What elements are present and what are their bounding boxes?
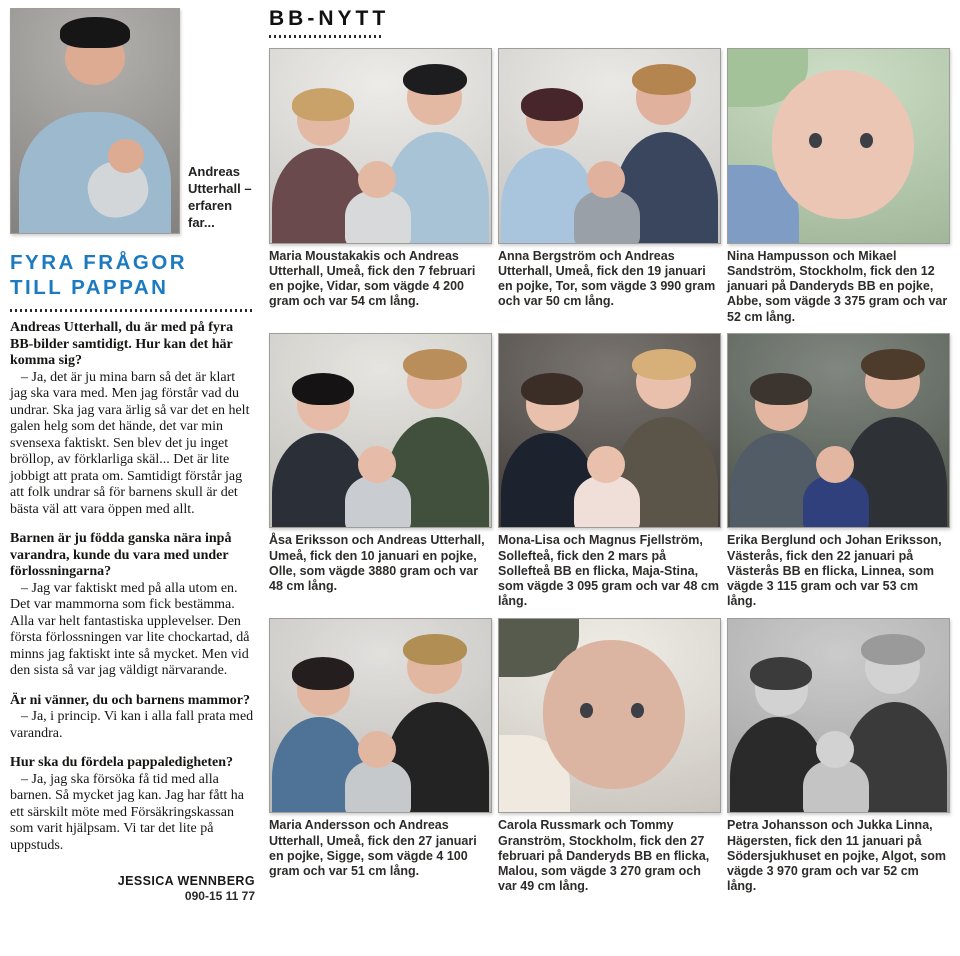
andreas-portrait-photo — [10, 8, 180, 234]
family-photo — [727, 618, 950, 814]
baby-closeup-photo — [498, 618, 721, 814]
interview-body — [10, 320, 255, 854]
family-photo — [727, 333, 950, 529]
headline-line-1: FYRA FRÅGOR — [10, 251, 188, 274]
interview-question: Är ni vänner, du och barnens mammor? — [10, 692, 250, 708]
family-photo — [498, 48, 721, 244]
family-photo — [498, 333, 721, 529]
interview-headline — [10, 250, 255, 300]
byline-phone: 090-15 11 77 — [184, 889, 255, 903]
bb-item — [727, 48, 950, 325]
interview-question: Barnen är ju födda ganska nära inpå varandra, kunde du vara med under förlossningarna? — [10, 531, 232, 579]
dotted-rule — [269, 35, 381, 38]
interview-question: Hur ska du fördela pappaledigheten? — [10, 755, 234, 770]
bb-item — [269, 333, 492, 610]
byline-author: JESSICA WENNBERG — [117, 874, 255, 888]
bb-item — [498, 333, 721, 610]
family-photo — [269, 618, 492, 814]
headline-line-2: TILL PAPPAN — [10, 276, 169, 299]
portrait-caption: Andreas Utterhall – erfaren far... — [188, 164, 252, 231]
photo-caption: Maria Andersson och Andreas Utterhall, Umeå, fick den 27 januari en pojke, Sigge, som vägde 4 100 gram och var 51 cm lång. — [269, 818, 477, 879]
baby-closeup-photo — [727, 48, 950, 244]
photo-caption: Mona-Lisa och Magnus Fjellström, Sollefteå, fick den 2 mars på Sollefteå BB en flicka, Maja-Stina, som vägde 3 095 gram och var 48 cm lång. — [498, 533, 719, 609]
bb-item — [727, 333, 950, 610]
photo-caption: Nina Hampusson och Mikael Sandström, Stockholm, fick den 12 januari på Danderyds BB en pojke, Abbe, som vägde 3 375 gram och var 52 cm lång. — [727, 248, 948, 324]
bb-item — [498, 48, 721, 325]
interview-answer: – Ja, jag ska försöka få tid med alla barnen. Så mycket jag kan. Jag har fått ha ett särskilt möte med Försäkringskassan som varit hjälpsam. Vi tar det lite på uppstuds. — [10, 771, 245, 853]
interview-question: Andreas Utterhall, du är med på fyra BB-bilder samtidigt. Hur kan det här komma sig? — [10, 320, 234, 368]
photo-caption: Petra Johansson och Jukka Linna, Hägersten, fick den 11 januari på Södersjukhuset en pojke, Algot, som vägde 3 970 gram och var 52 cm lång. — [727, 818, 947, 894]
portrait-photo-frame — [10, 8, 180, 234]
interview-answer: – Jag var faktiskt med på alla utom en. Det var mammorna som fick bestämma. Alla var helt fantastiska upplevelser. Den första förlossningen var lite chockartad, då minns jag faktiskt inte så mycket. Men vid den sista så var jag väldigt närvarande. — [10, 580, 250, 678]
baby-photo-grid — [269, 48, 950, 895]
bb-item — [269, 48, 492, 325]
bb-item — [727, 618, 950, 895]
bb-item — [269, 618, 492, 895]
family-photo — [269, 48, 492, 244]
portrait-block — [10, 8, 255, 234]
byline-block — [10, 874, 255, 903]
section-title: BB-NYTT — [269, 7, 390, 30]
bb-nytt-section — [269, 8, 950, 948]
photo-caption: Anna Bergström och Andreas Utterhall, Umeå, fick den 19 januari en pojke, Tor, som vägde 3 990 gram och var 50 cm lång. — [498, 248, 716, 309]
photo-caption: Maria Moustakakis och Andreas Utterhall, Umeå, fick den 7 februari en pojke, Vidar, som vägde 4 200 gram och var 54 cm lång. — [269, 248, 476, 309]
interview-answer: – Ja, i princip. Vi kan i alla fall prata med varandra. — [10, 709, 254, 741]
bb-item — [498, 618, 721, 895]
interview-column — [10, 8, 255, 948]
dotted-rule — [10, 309, 255, 312]
photo-caption: Erika Berglund och Johan Eriksson, Västerås, fick den 22 januari på Västerås BB en flicka, Linnea, som vägde 3 115 gram och var 53 cm lång. — [727, 533, 942, 609]
photo-caption: Carola Russmark och Tommy Granström, Stockholm, fick den 27 februari på Danderyds BB en flicka, Malou, som vägde 3 270 gram och var 49 cm lång. — [498, 818, 710, 894]
interview-answer: – Ja, det är ju mina barn så det är klart jag ska vara med. Men jag förstår vad du undrar. Ska jag vara ärlig så var det en helt galen helg som det hände, det var min svensexa faktiskt. Sen blev det ju inget bröllop, av förklarliga skäl... Det är lite jobbigt att prata om. Samtidigt förstår jag att folk undrar så för barnens skull är det bästa väl att vara öppen med allt. — [10, 369, 250, 517]
family-photo — [269, 333, 492, 529]
photo-caption: Åsa Eriksson och Andreas Utterhall, Umeå, fick den 10 januari en pojke, Olle, som vägde 3880 gram och var 48 cm lång. — [269, 533, 485, 594]
